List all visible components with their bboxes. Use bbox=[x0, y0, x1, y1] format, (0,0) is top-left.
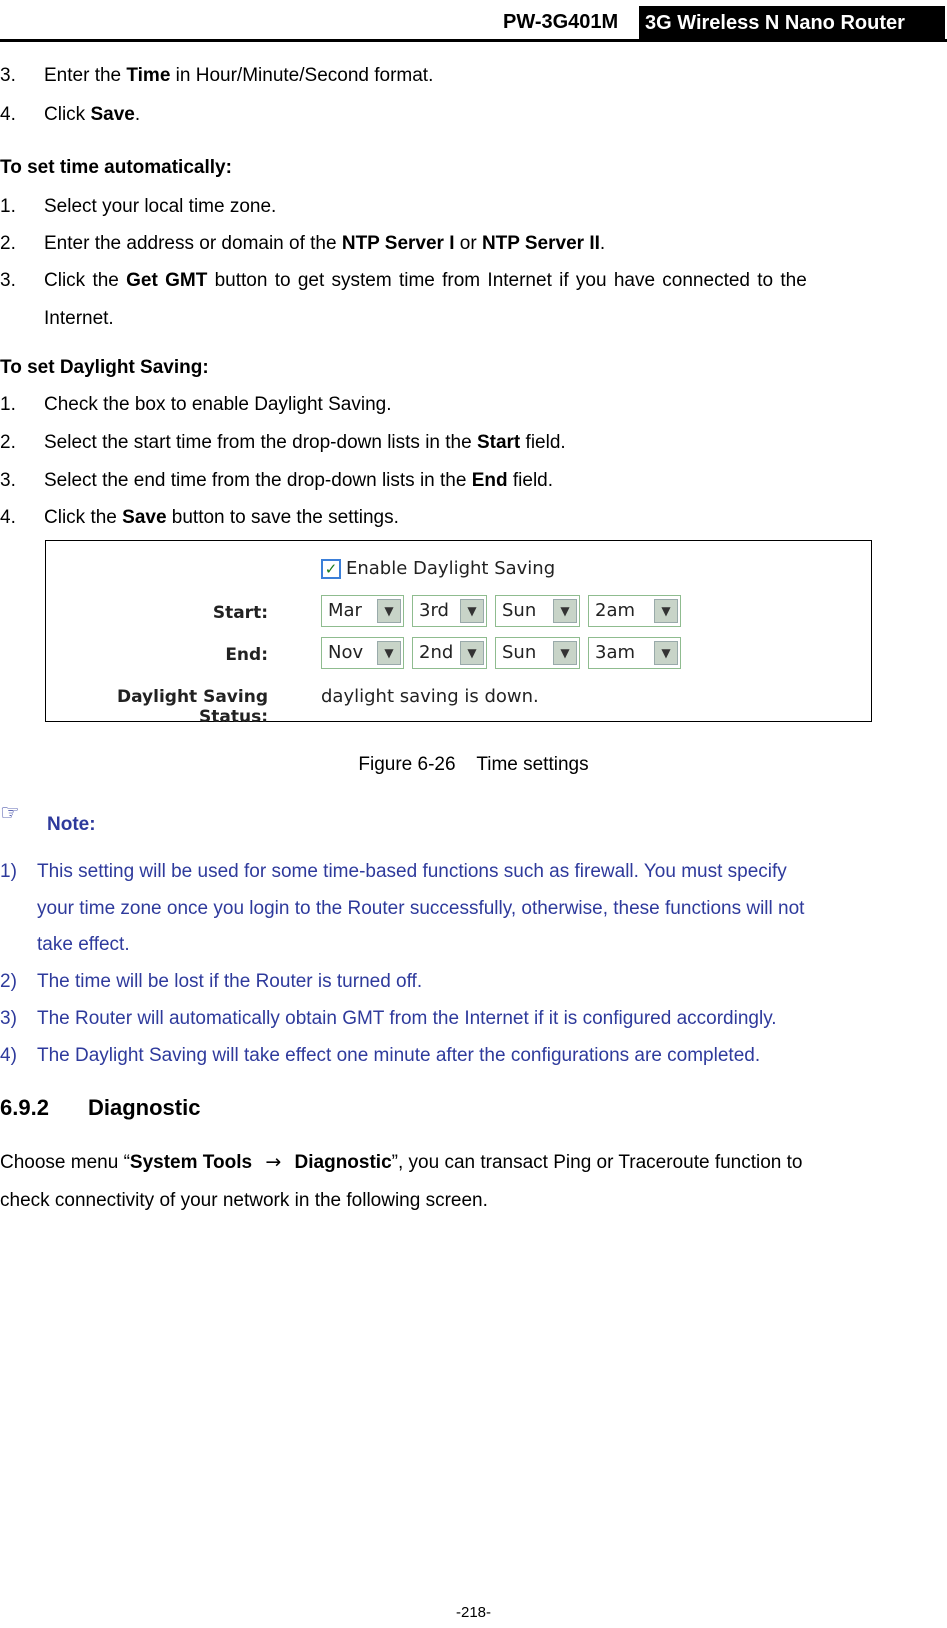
step-text: Click Save. bbox=[44, 104, 141, 125]
end-hour-select[interactable]: 3am ▼ bbox=[588, 637, 681, 669]
section-paragraph-continued: check connectivity of your network in the following screen. bbox=[0, 1190, 488, 1211]
page-number: -218- bbox=[455, 1604, 492, 1621]
step-number: 2. bbox=[0, 233, 16, 254]
note-text-continued: your time zone once you login to the Router successfully, otherwise, these functions will not bbox=[37, 898, 805, 919]
figure-caption: Figure 6-26 Time settings bbox=[358, 754, 589, 775]
chevron-down-icon: ▼ bbox=[553, 599, 577, 623]
section-number: 6.9.2 bbox=[0, 1095, 49, 1120]
chevron-down-icon: ▼ bbox=[460, 599, 484, 623]
auto-heading: To set time automatically: bbox=[0, 157, 232, 178]
step-text: Click the Save button to save the settings. bbox=[44, 507, 399, 528]
arrow-icon: → bbox=[265, 1151, 282, 1173]
start-label: Start: bbox=[212, 603, 268, 623]
step-number: 4. bbox=[0, 104, 16, 125]
note-number: 2) bbox=[0, 971, 17, 992]
note-text-continued: take effect. bbox=[37, 934, 130, 955]
step-text: Select your local time zone. bbox=[44, 196, 277, 217]
note-text: The Daylight Saving will take effect one minute after the configurations are completed. bbox=[37, 1045, 761, 1066]
enable-daylight-saving-checkbox[interactable]: ✓ bbox=[321, 559, 341, 579]
start-day-select[interactable]: Sun ▼ bbox=[495, 595, 580, 627]
chevron-down-icon: ▼ bbox=[654, 599, 678, 623]
chevron-down-icon: ▼ bbox=[460, 641, 484, 665]
dst-heading: To set Daylight Saving: bbox=[0, 357, 209, 378]
step-number: 1. bbox=[0, 394, 16, 415]
start-hour-select[interactable]: 2am ▼ bbox=[588, 595, 681, 627]
step-number: 3. bbox=[0, 65, 16, 86]
step-text: Click the Get GMT button to get system time from Internet if you have connected to the bbox=[44, 270, 807, 291]
header-model: PW-3G401M bbox=[503, 11, 619, 33]
header-product: 3G Wireless N Nano Router bbox=[639, 6, 945, 40]
step-number: 3. bbox=[0, 270, 16, 291]
section-paragraph: Choose menu “System Tools → Diagnostic”, you can transact Ping or Traceroute function to bbox=[0, 1151, 803, 1173]
step-number: 1. bbox=[0, 196, 16, 217]
note-title: Note: bbox=[47, 814, 96, 835]
status-label: Daylight Saving Status: bbox=[116, 687, 268, 727]
chevron-down-icon: ▼ bbox=[654, 641, 678, 665]
step-text-continued: Internet. bbox=[44, 308, 114, 329]
step-number: 4. bbox=[0, 507, 16, 528]
figure-time-settings bbox=[45, 540, 872, 727]
note-number: 4) bbox=[0, 1045, 17, 1066]
note-number: 3) bbox=[0, 1008, 17, 1029]
chevron-down-icon: ▼ bbox=[553, 641, 577, 665]
step-text: Select the start time from the drop-down lists in the Start field. bbox=[44, 432, 566, 453]
end-day-select[interactable]: Sun ▼ bbox=[495, 637, 580, 669]
chevron-down-icon: ▼ bbox=[377, 599, 401, 623]
enable-daylight-saving-label: Enable Daylight Saving bbox=[346, 558, 556, 579]
section-title: Diagnostic bbox=[88, 1095, 201, 1120]
end-month-select[interactable]: Nov ▼ bbox=[321, 637, 404, 669]
chevron-down-icon: ▼ bbox=[377, 641, 401, 665]
step-text: Select the end time from the drop-down lists in the End field. bbox=[44, 470, 554, 491]
step-number: 3. bbox=[0, 470, 16, 491]
status-value: daylight saving is down. bbox=[321, 686, 539, 707]
note-text: The time will be lost if the Router is turned off. bbox=[37, 971, 423, 992]
note-text: This setting will be used for some time-based functions such as firewall. You must specify bbox=[37, 861, 787, 882]
step-number: 2. bbox=[0, 432, 16, 453]
step-text: Enter the address or domain of the NTP Server I or NTP Server II. bbox=[44, 233, 606, 254]
header-rule bbox=[0, 39, 947, 42]
step-text: Check the box to enable Daylight Saving. bbox=[44, 394, 392, 415]
step-text: Enter the Time in Hour/Minute/Second format. bbox=[44, 65, 434, 86]
end-label: End: bbox=[225, 645, 268, 665]
start-month-select[interactable]: Mar ▼ bbox=[321, 595, 404, 627]
end-week-select[interactable]: 2nd ▼ bbox=[412, 637, 487, 669]
note-number: 1) bbox=[0, 861, 17, 882]
note-hand-icon: ☞ bbox=[0, 800, 20, 825]
note-text: The Router will automatically obtain GMT from the Internet if it is configured accordingly. bbox=[37, 1008, 777, 1029]
start-week-select[interactable]: 3rd ▼ bbox=[412, 595, 487, 627]
